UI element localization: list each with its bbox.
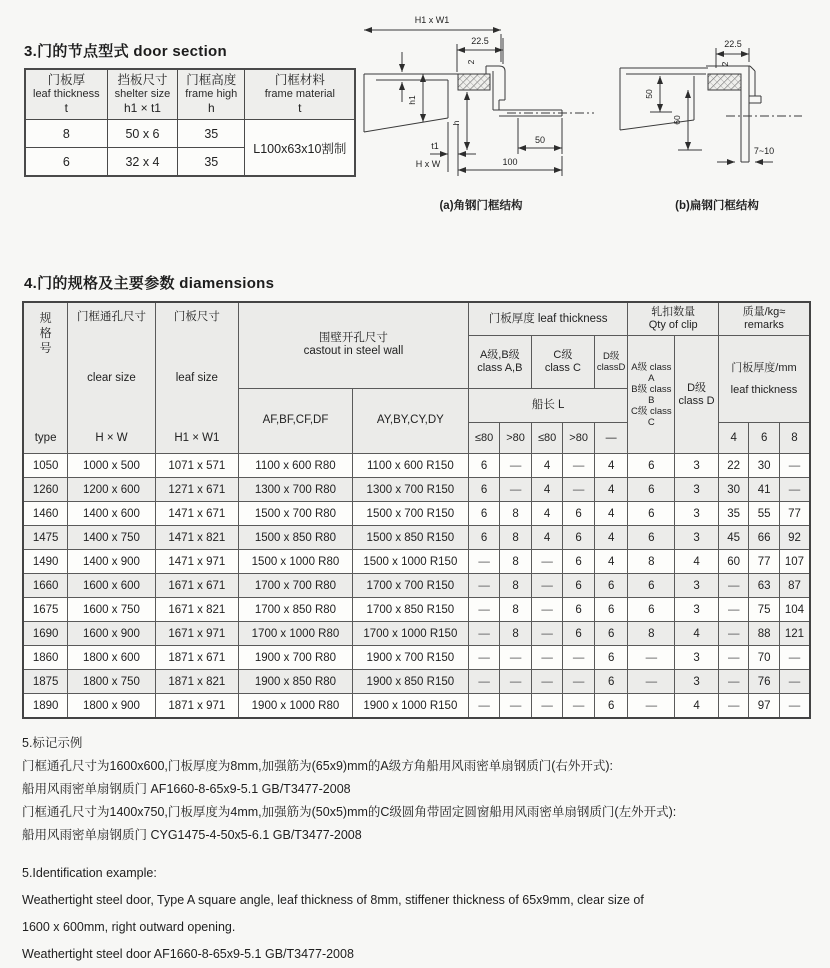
cell: — <box>628 694 675 719</box>
cell: 88 <box>749 622 780 646</box>
leaf-label-zh: 门板尺寸 <box>173 311 220 323</box>
cell: 1871 x 821 <box>155 670 238 694</box>
frame-material-cell: L100x63x10割制 <box>245 120 356 177</box>
cell: — <box>718 622 749 646</box>
cell: 97 <box>749 694 780 719</box>
cell: 1671 x 821 <box>155 598 238 622</box>
cell: — <box>468 622 500 646</box>
cell: — <box>718 598 749 622</box>
col-mass-6: 6 <box>749 423 780 454</box>
door-table-header-row <box>25 69 355 120</box>
col-label-zh: 门框材料 <box>274 73 325 87</box>
col-frame-high <box>178 69 245 120</box>
cell: — <box>563 670 595 694</box>
cell: 77 <box>749 550 780 574</box>
cell: 4 <box>594 478 628 502</box>
dim-label-weld-gap: 7~10 <box>753 146 775 156</box>
clip-class-c: C级 class C <box>631 405 672 428</box>
cell: 1800 x 750 <box>68 670 155 694</box>
cell: 6 <box>25 148 107 177</box>
door-section-table <box>24 68 356 177</box>
col-c-le80: ≤80 <box>531 423 563 454</box>
cell: — <box>563 646 595 670</box>
cell: — <box>779 454 810 478</box>
cell: 107 <box>779 550 810 574</box>
cell: — <box>563 454 595 478</box>
cell: 30 <box>749 454 780 478</box>
cell: 6 <box>468 502 500 526</box>
cell: — <box>531 646 563 670</box>
cell: 1800 x 600 <box>68 646 155 670</box>
cell: — <box>718 574 749 598</box>
cell: 75 <box>749 598 780 622</box>
cell: — <box>779 646 810 670</box>
col-castout-f <box>239 388 353 454</box>
clear-label-sym: H × W <box>95 432 128 444</box>
cell: — <box>531 550 563 574</box>
cell: 1400 x 900 <box>68 550 155 574</box>
col-label-en: shelter size <box>114 88 171 100</box>
cell: 6 <box>594 574 628 598</box>
header-row-1 <box>23 302 810 336</box>
cell: 8 <box>500 574 532 598</box>
figure-b-caption: (b)扁钢门框结构 <box>675 200 759 212</box>
cell: — <box>779 670 810 694</box>
door-table-body <box>25 120 355 177</box>
cell: 3 <box>675 598 719 622</box>
cell: 1490 <box>23 550 68 574</box>
door-section-area <box>22 16 812 268</box>
cell: 1600 x 900 <box>68 622 155 646</box>
cell: 1660 <box>23 574 68 598</box>
cell: 60 <box>718 550 749 574</box>
col-mass-sub <box>718 336 810 423</box>
cell: 1260 <box>23 478 68 502</box>
cell: — <box>468 670 500 694</box>
figure-a-angle-steel-frame <box>350 4 612 216</box>
clip-class-b: B级 class B <box>631 383 672 406</box>
cell: 6 <box>468 526 500 550</box>
cell: 1700 x 850 R150 <box>352 598 468 622</box>
figure-b-linework <box>620 48 802 162</box>
cell: 6 <box>563 622 595 646</box>
col-class-ab <box>468 336 531 389</box>
text-line: 1600 x 600mm, right outward opening. <box>22 920 236 934</box>
cell: 1050 <box>23 454 68 478</box>
table-row <box>23 550 810 574</box>
cell: 1475 <box>23 526 68 550</box>
cell: 1890 <box>23 694 68 719</box>
cell: 1500 x 1000 R150 <box>352 550 468 574</box>
class-d-zh: D级 <box>602 350 620 362</box>
class-ab-en: class A,B <box>477 361 523 374</box>
cell: — <box>563 694 595 719</box>
cell: 1500 x 850 R150 <box>352 526 468 550</box>
col-label-zh: 门框高度 <box>186 73 237 87</box>
cell: 1400 x 750 <box>68 526 155 550</box>
col-label-zh: 门板厚 <box>47 73 86 87</box>
cell: — <box>531 622 563 646</box>
cell: — <box>531 694 563 719</box>
cell: 1900 x 1000 R80 <box>239 694 353 719</box>
cell: — <box>779 694 810 719</box>
cell: 77 <box>779 502 810 526</box>
table-row <box>23 622 810 646</box>
cell: 4 <box>531 526 563 550</box>
cell: 6 <box>594 622 628 646</box>
dim-label-50-b: 50 <box>644 89 654 99</box>
cell: — <box>628 670 675 694</box>
leaf-label-sym: H1 × W1 <box>174 432 220 444</box>
cell: 1700 x 700 R80 <box>239 574 353 598</box>
cell: 1700 x 1000 R150 <box>352 622 468 646</box>
door-section-title: 3.门的节点型式 door section <box>24 43 227 60</box>
cell: 8 <box>500 526 532 550</box>
cell: 1100 x 600 R80 <box>239 454 353 478</box>
leaf-label-en: leaf size <box>175 371 218 384</box>
dim-label-h: h <box>451 120 461 126</box>
col-type <box>23 302 68 454</box>
text-line: 5.Identification example: <box>22 866 157 880</box>
text-line: 门框通孔尺寸为1400x750,门板厚度为4mm,加强筋为(50x5)mm的C级圆角带固定圆窗船用风雨密单扇钢质门(左外开式): <box>22 805 677 819</box>
cell: 4 <box>594 550 628 574</box>
cell: 8 <box>25 120 107 148</box>
col-mass-8: 8 <box>779 423 810 454</box>
cell: 8 <box>500 502 532 526</box>
cell: 3 <box>675 670 719 694</box>
cell: 1800 x 900 <box>68 694 155 719</box>
cell: — <box>468 574 500 598</box>
cell: 6 <box>563 526 595 550</box>
cell: 1071 x 571 <box>155 454 238 478</box>
cell: — <box>718 694 749 719</box>
cell: 4 <box>531 502 563 526</box>
class-d-en: classD <box>596 361 626 373</box>
cell: 6 <box>594 670 628 694</box>
marking-en <box>22 860 812 968</box>
cell: 4 <box>675 694 719 719</box>
cell: 1900 x 700 R150 <box>352 646 468 670</box>
clip-d-zh: D级 <box>687 381 707 394</box>
cell: — <box>718 646 749 670</box>
cell: 1400 x 600 <box>68 502 155 526</box>
clear-label-en: clear size <box>87 371 136 384</box>
col-clip-group <box>628 302 718 336</box>
cell: 1300 x 700 R80 <box>239 478 353 502</box>
cell: 30 <box>718 478 749 502</box>
dim-label-gap-a: 2 <box>466 59 476 65</box>
dim-label-hw: H x W <box>415 159 441 169</box>
col-label-zh: 挡板尺寸 <box>117 73 168 87</box>
cell: 1871 x 671 <box>155 646 238 670</box>
dim-label-100: 100 <box>502 157 518 167</box>
cell: 6 <box>594 694 628 719</box>
clip-class-a: A级 class A <box>631 361 672 384</box>
table-row <box>23 670 810 694</box>
cell: 1500 x 850 R80 <box>239 526 353 550</box>
dim-label-offset-b: 22.5 <box>724 39 742 49</box>
thickness-label-zh: 门板厚度 <box>488 312 535 325</box>
cell: — <box>500 670 532 694</box>
table-row <box>23 574 810 598</box>
castout-label-en: castout in steel wall <box>303 345 404 358</box>
cell: 1860 <box>23 646 68 670</box>
cell: 1700 x 1000 R80 <box>239 622 353 646</box>
table-row <box>23 526 810 550</box>
dimensions-table <box>22 301 811 719</box>
cell: 8 <box>628 550 675 574</box>
cell: 6 <box>594 646 628 670</box>
cell: — <box>531 574 563 598</box>
cell: — <box>531 670 563 694</box>
cell: 35 <box>718 502 749 526</box>
table-row <box>23 454 810 478</box>
col-clip-d <box>675 336 719 454</box>
cell: 87 <box>779 574 810 598</box>
col-label-en: frame material <box>264 88 335 100</box>
cell: 1300 x 700 R150 <box>352 478 468 502</box>
castout-label-zh: 围壁开孔尺寸 <box>318 332 388 345</box>
col-clip-abc <box>628 336 675 454</box>
col-frame-material <box>245 69 356 120</box>
col-label-sym: t <box>298 101 302 115</box>
cell: 1500 x 1000 R80 <box>239 550 353 574</box>
col-ab-le80: ≤80 <box>468 423 500 454</box>
col-class-c <box>531 336 594 389</box>
cell: 1471 x 971 <box>155 550 238 574</box>
cell: 6 <box>628 526 675 550</box>
col-leaf-thickness-group <box>468 302 628 336</box>
col-mass-4: 4 <box>718 423 749 454</box>
table-row <box>25 120 355 148</box>
cell: — <box>531 598 563 622</box>
marking-zh <box>22 732 812 847</box>
thickness-label-en: leaf thickness <box>537 312 608 325</box>
cell: 3 <box>675 574 719 598</box>
class-ab-zh: A级,B级 <box>479 348 520 361</box>
castout-y-label: AY,BY,CY,DY <box>376 414 444 427</box>
col-clear-size <box>68 302 155 454</box>
clear-label-zh: 门框通孔尺寸 <box>76 311 146 323</box>
cell: 1460 <box>23 502 68 526</box>
cell: 6 <box>468 478 500 502</box>
col-c-gt80: >80 <box>563 423 595 454</box>
cell: 121 <box>779 622 810 646</box>
cell: 1900 x 1000 R150 <box>352 694 468 719</box>
cell: 4 <box>531 454 563 478</box>
cell: 8 <box>628 622 675 646</box>
cell: 35 <box>178 148 245 177</box>
cell: 1471 x 821 <box>155 526 238 550</box>
table-row <box>23 694 810 719</box>
col-mass-group <box>718 302 810 336</box>
text-line: 船用风雨密单扇钢质门 CYG1475-4-50x5-6.1 GB/T3477-2008 <box>22 828 362 842</box>
dim-label-60-b: 60 <box>672 115 682 125</box>
cell: 4 <box>594 526 628 550</box>
col-shelter-size <box>107 69 178 120</box>
cell: 6 <box>563 550 595 574</box>
cell: 4 <box>594 502 628 526</box>
cell: — <box>468 694 500 719</box>
cell: 1500 x 700 R150 <box>352 502 468 526</box>
cell: 6 <box>628 574 675 598</box>
cell: 3 <box>675 646 719 670</box>
col-castout-y <box>352 388 468 454</box>
cell: 4 <box>594 454 628 478</box>
cell: — <box>468 550 500 574</box>
cell: 66 <box>749 526 780 550</box>
dimensions-title: 4.门的规格及主要参数 diamensions <box>24 275 275 292</box>
clip-d-en: class D <box>678 394 715 407</box>
cell: — <box>628 646 675 670</box>
type-label-zh: 规格号 <box>39 311 52 355</box>
dim-label-gap-b: 2 <box>720 61 730 67</box>
text-line: Weathertight steel door, Type A square angle, leaf thickness of 8mm, stiffener thickness of 65x9mm, clear size of <box>22 893 644 907</box>
cell: 8 <box>500 598 532 622</box>
type-label-en: type <box>34 432 57 444</box>
text-line: 门框通孔尺寸为1600x600,门板厚度为8mm,加强筋为(65x9)mm的A级方角船用风雨密单扇钢质门(右外开式): <box>22 759 614 773</box>
col-leaf-thickness <box>25 69 107 120</box>
cell: 8 <box>500 550 532 574</box>
cell: 32 x 4 <box>107 148 178 177</box>
cell: 1690 <box>23 622 68 646</box>
cell: 1671 x 671 <box>155 574 238 598</box>
cell: 1900 x 850 R150 <box>352 670 468 694</box>
cell: 1471 x 671 <box>155 502 238 526</box>
col-class-d <box>594 336 628 389</box>
text-line: 5.标记示例 <box>22 736 83 750</box>
cell: 6 <box>628 598 675 622</box>
cell: 1200 x 600 <box>68 478 155 502</box>
cell: 50 x 6 <box>107 120 178 148</box>
cell: 63 <box>749 574 780 598</box>
cell: 6 <box>468 454 500 478</box>
cell: 6 <box>628 478 675 502</box>
col-castout <box>239 302 469 388</box>
cell: 70 <box>749 646 780 670</box>
cell: — <box>718 670 749 694</box>
cell: 1500 x 700 R80 <box>239 502 353 526</box>
cell: 1600 x 750 <box>68 598 155 622</box>
clip-label-en: Qty of clip <box>648 319 698 331</box>
mass-sub-en: leaf thickness <box>730 383 798 396</box>
class-c-en: class C <box>544 361 581 374</box>
cell: 1900 x 700 R80 <box>239 646 353 670</box>
table-row <box>23 502 810 526</box>
cell: 6 <box>594 598 628 622</box>
table-row <box>23 598 810 622</box>
cell: 1000 x 500 <box>68 454 155 478</box>
cell: 1100 x 600 R150 <box>352 454 468 478</box>
door-table-head <box>25 69 355 120</box>
mass-label-zh: 质量/kg≈ <box>742 306 786 318</box>
cell: 1871 x 971 <box>155 694 238 719</box>
cell: 3 <box>675 454 719 478</box>
col-ab-gt80: >80 <box>500 423 532 454</box>
cell: 4 <box>675 622 719 646</box>
dim-label-h1: h1 <box>407 95 417 105</box>
col-label-sym: h1 × t1 <box>123 101 161 115</box>
col-label-sym: t <box>64 101 68 115</box>
table-row <box>23 646 810 670</box>
clip-label-zh: 轧扣数量 <box>651 306 696 318</box>
figure-b-flat-steel-frame <box>618 4 816 216</box>
cell: 1671 x 971 <box>155 622 238 646</box>
dim-label-50: 50 <box>534 135 546 145</box>
cell: 35 <box>178 120 245 148</box>
cell: 6 <box>563 502 595 526</box>
cell: 45 <box>718 526 749 550</box>
dimensions-table-head <box>23 302 810 454</box>
cell: 3 <box>675 478 719 502</box>
col-ship-length <box>468 388 628 423</box>
cell: — <box>500 454 532 478</box>
cell: 6 <box>628 454 675 478</box>
col-label-sym: h <box>207 101 215 115</box>
cell: 92 <box>779 526 810 550</box>
cell: 76 <box>749 670 780 694</box>
cell: — <box>500 478 532 502</box>
cell: 1600 x 600 <box>68 574 155 598</box>
cell: — <box>563 478 595 502</box>
cell: 8 <box>500 622 532 646</box>
mass-label-en: remarks <box>744 319 784 331</box>
table-row <box>23 478 810 502</box>
castout-f-label: AF,BF,CF,DF <box>262 414 329 427</box>
cell: 104 <box>779 598 810 622</box>
figure-a-caption: (a)角钢门框结构 <box>439 200 523 212</box>
col-leaf-size <box>155 302 238 454</box>
cell: 41 <box>749 478 780 502</box>
cell: 1900 x 850 R80 <box>239 670 353 694</box>
cell: 1700 x 850 R80 <box>239 598 353 622</box>
class-c-zh: C级 <box>553 348 573 361</box>
cell: 6 <box>563 574 595 598</box>
cell: — <box>500 694 532 719</box>
col-label-en: leaf thickness <box>33 88 100 100</box>
cell: — <box>500 646 532 670</box>
cell: 1875 <box>23 670 68 694</box>
col-d-dash: — <box>594 423 628 454</box>
cell: 3 <box>675 526 719 550</box>
cell: 3 <box>675 502 719 526</box>
cell: — <box>468 598 500 622</box>
figure-a-linework <box>364 30 594 176</box>
text-line: Weathertight steel door AF1660-8-65x9-5.1 GB/T3477-2008 <box>22 947 354 961</box>
dim-label-t1: t1 <box>431 141 439 151</box>
cell: 1271 x 671 <box>155 478 238 502</box>
dim-label-offset-a: 22.5 <box>471 36 489 46</box>
cell: 1675 <box>23 598 68 622</box>
dimensions-table-body <box>23 454 810 719</box>
cell: 55 <box>749 502 780 526</box>
dim-label-h1w1: H1 x W1 <box>414 15 450 25</box>
cell: 4 <box>675 550 719 574</box>
ship-length-label: 船长 L <box>531 398 565 411</box>
cell: — <box>468 646 500 670</box>
cell: 6 <box>628 502 675 526</box>
cell: 4 <box>531 478 563 502</box>
col-label-en: frame high <box>185 88 238 100</box>
cell: — <box>779 478 810 502</box>
cell: 6 <box>563 598 595 622</box>
cell: 22 <box>718 454 749 478</box>
text-line: 船用风雨密单扇钢质门 AF1660-8-65x9-5.1 GB/T3477-2008 <box>22 782 351 796</box>
cell: 1700 x 700 R150 <box>352 574 468 598</box>
mass-sub-zh: 门板厚度/mm <box>731 361 797 374</box>
